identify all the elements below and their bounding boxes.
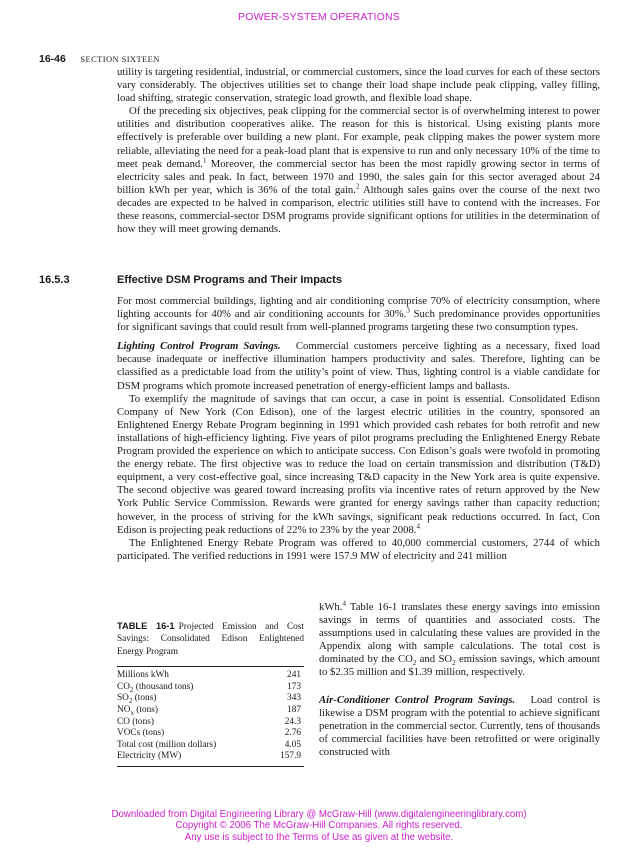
lighting-paragraph: Lighting Control Program Savings. Commercial customers perceive lighting as a necessary, fixed load because inadequate or ineffective illumination hampers productivity and sales. Therefore, lighting can be classified as a predictable load from the utility’s point of view. Thus, lighting control is a viable candidate for DSM programs which promote increased penetration of energy-efficient lamps and ballasts. [117,340,600,392]
con-edison-paragraph: To exemplify the magnitude of savings that can occur, a case in point is essential. Consolidated Edison Company of New York (Con Edison), one of the largest electric utilities in the country, sponsored an Enlightened Energy Rebate Program beginning in 1991 which provided cash rebates for both retrofit and new installations of high-efficiency lighting. Five years of pilot programs precluding the Enlightened Energy Rebate Program provided the experience on which to anticipate success. Con Edison’s goals were twofold in promoting the energy rebate. The first objective was to reduce the load on certain transmission and distribution (T&D) equipment, a very cost-effective goal, since increasing T&D capacity in the New York area is quite expensive. The second objective was geared toward increasing profits via incentive rates of return approved by the New York Public Service Commission. Rewards were granted for energy savings rather than capacity reduction; however, in the process of striving for the kWh savings, significant peak reductions occurred. In fact, Con Edison is projecting peak reductions of 22% to 23% by the year 2008.$^4$ [117,392,600,536]
table-row-label: Millions kWh [117,670,169,681]
lighting-runin-heading: Lighting Control Program Savings. [117,340,281,353]
subsection-heading [39,274,342,286]
page-number: 16-46 [39,53,66,65]
footnote-ref-3: 3 [406,306,410,315]
footnote-ref-1: 1 [202,156,207,165]
table-row-label: $CO_2$ (thousand tons) [117,681,194,694]
table-row-value: 24.3 [284,716,301,727]
running-head [39,53,160,65]
rebate-offer-paragraph: The Enlightened Energy Rebate Program was offered to 40,000 commercial customers, 2744 of which participated. The verified reductions in 1991 were 157.9 MW of electricity and 241 million [117,536,600,562]
table-row-value: 173 [287,681,301,692]
dsm-text-block [117,295,600,563]
ac-paragraph: Air-Conditioner Control Program Savings. Load control is likewise a DSM program with the potential to achieve significant penetration in the commercial sector. Currently, tens of thousands of commercial facilities have been retrofitted or were originally constructed with [319,693,600,758]
table-caption: TABLE 16-1 Projected Emission and Cost Savings: Consolidated Edison Enlightened Energy Program [117,621,304,657]
subsection-number: 16.5.3 [39,274,70,286]
footnote-ref-4: 4 [416,522,420,531]
intro-paragraph-2: Of the preceding six objectives, peak clipping for the commercial sector is of overwhelming interest to power utilities and distribution cooperatives alike. The reason for this is historical. Using existing plants more effectively is preferable over building a new plant. For example, peak clipping makes the power system more reliable, alleviating the need for a peak-load plant that is expensive to run and only necessary 10% of the time to meet peak demand.$^1$ Moreover, the commercial sector has been the most rapidly growing sector in terms of electricity sales and peak. In fact, between 1970 and 1990, the sales gain for this sector averaged about 24 billion kWh per year, which is 36% of the total gain.$^2$ Although sales gains over the course of the next two decades are expected to be halved in comparison, electric utilities still have to contend with the increases. For these reasons, commercial-sector DSM programs provide significant options for utilities in the determination of how they will meet growing demands. [117,105,600,236]
wrapped-text-column [319,601,600,759]
table-bottom-rule [117,766,304,767]
table-row-label: $SO_2$ (tons) [117,693,157,706]
table-row-label: Electricity (MW) [117,751,182,762]
subsection-title: Effective DSM Programs and Their Impacts [117,274,342,286]
footnote-ref-4b: 4 [342,599,346,608]
table-row-value: 157.9 [280,751,301,762]
table-16-1 [117,620,304,767]
footnote-ref-2: 2 [355,182,360,191]
chapter-banner: POWER-SYSTEM OPERATIONS [238,11,400,23]
table-row-value: 241 [287,670,301,681]
table-row [117,670,304,682]
table-row [117,705,304,717]
intro-paragraph-1: utility is targeting residential, industrial, or commercial customers, since the load curves for each of these sectors vary considerably. The objectives utilities set to change their load shape include peak clipping, valley filling, load shifting, strategic conservation, strategic load growth, and flexible load shape. [117,66,600,105]
table-row-label: VOCs (tons) [117,728,165,739]
table-row [117,728,304,740]
table-row [117,693,304,705]
table-top-rule [117,666,304,667]
table-row [117,717,304,729]
ac-runin-heading: Air-Conditioner Control Program Savings. [319,693,516,706]
wrap-paragraph: kWh.$^4$ Table 16-1 translates these energy savings into emission savings in terms of quantities and associated costs. The assumptions used in calculating these values are provided in the Appendix along with sample calculations. The total cost is dominated by the $CO_2$ and $SO_2$ emission savings, which amount to $2.35 million and $1.39 million, respectively. [319,599,600,679]
table-row-label: $NO_x$ (tons) [117,705,158,717]
download-footer [0,809,638,843]
table-row-value: 187 [287,705,301,715]
emission-savings-table [117,670,304,763]
footer-line-3: Any use is subject to the Terms of Use as given at the website. [184,831,454,843]
intro-text-block [117,66,600,236]
footer-line-2: Copyright © 2006 The McGraw-Hill Companies. All rights reserved. [175,820,463,832]
table-row-value: 4.05 [284,739,301,750]
table-row-value: 343 [287,693,301,704]
table-row [117,740,304,752]
table-label: TABLE 16-1 [117,621,175,631]
table-row [117,751,304,763]
table-row-value: 2.76 [284,728,301,739]
dsm-paragraph-1: For most commercial buildings, lighting and air conditioning comprise 70% of electricity consumption, where lighting accounts for 40% and air conditioning accounts for 30%.$^3$ Such predominance provides opportunities for significant savings that could result from well-planned programs targeting these two consumption types. [117,295,600,334]
table-row-label: Total cost (million dollars) [117,739,217,750]
table-row [117,682,304,694]
section-label: SECTION SIXTEEN [80,54,160,64]
table-row-label: CO (tons) [117,716,154,727]
footer-line-1: Downloaded from Digital Engineering Library @ McGraw-Hill (www.digitalengineeringlibrary.com) [111,809,527,820]
